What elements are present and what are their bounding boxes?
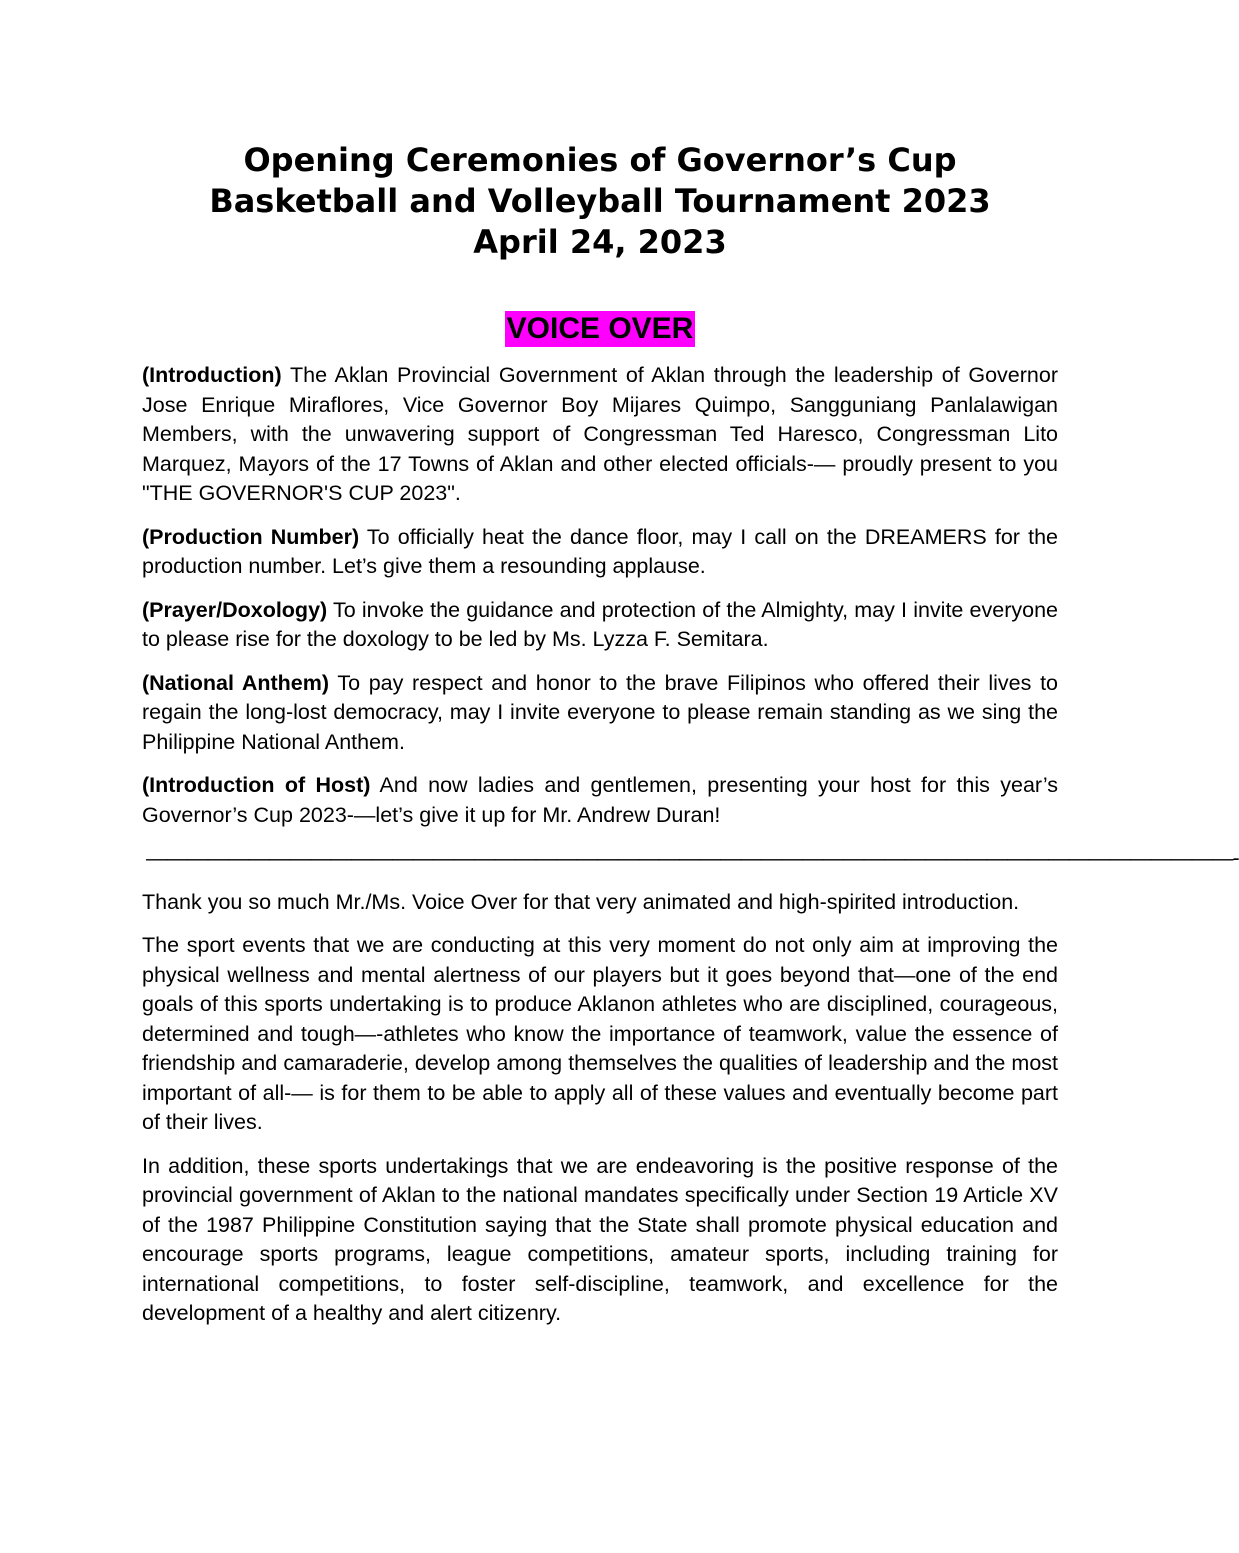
- cue-text: To pay respect and honor to the brave Filipinos who offered their lives to regain the long-lost democracy, may I invite everyone to please remain standing as we sing the Philippine National Anthem.: [142, 670, 1058, 754]
- cue-label: (Introduction): [142, 363, 282, 387]
- voice-over-production-number: [142, 523, 1058, 582]
- title-line-date: April 24, 2023: [473, 223, 727, 261]
- section-heading-container: [142, 311, 1058, 347]
- host-paragraph-mandates: In addition, these sports undertakings that we are endeavoring is the positive response of the provincial government of Aklan to the national mandates specifically under Section 19 Article XV of the 1987 Philippine Constitution saying that the State shall promote physical education and encourage sports programs, league competitions, amateur sports, including training for international competitions, to foster self-discipline, teamwork, and excellence for the development of a healthy and alert citizenry.: [142, 1153, 1058, 1325]
- cue-text: And now ladies and gentlemen, presenting your host for this year’s Governor’s Cup 2023-—let’s give it up for Mr. Andrew Duran!: [142, 773, 1058, 827]
- document-page: [142, 140, 1239, 1343]
- voice-over-introduction-of-host: [142, 771, 1058, 830]
- voice-over-introduction: [142, 361, 1058, 509]
- cue-label: (Production Number): [142, 524, 360, 549]
- cue-text: To officially heat the dance floor, may I call on the DREAMERS for the production number. Let’s give them a resounding applause.: [142, 524, 1058, 578]
- title-line-tournament: Basketball and Volleyball Tournament 2023: [209, 182, 991, 220]
- cue-text: The Aklan Provincial Government of Aklan through the leadership of Governor Jose Enrique Miraflores, Vice Governor Boy Mijares Quimpo, Sangguniang Panlalawigan Members, with the unwavering support of Congressman Ted Haresco, Congressman Lito Marquez, Mayors of the 17 Towns of Aklan and other elected officials-— proudly present to you "THE GOVERNOR'S CUP 2023".: [142, 363, 1058, 505]
- cue-label: (Introduction of Host): [142, 773, 371, 797]
- cue-label: (Prayer/Doxology): [142, 597, 328, 622]
- cue-label: (National Anthem): [142, 670, 330, 695]
- voice-over-national-anthem: [142, 669, 1058, 758]
- section-divider: —————————————————————————————————————————————————————-: [146, 846, 1239, 870]
- voice-over-heading: VOICE OVER: [506, 312, 694, 345]
- document-title: [142, 140, 1058, 263]
- cue-text: To invoke the guidance and protection of the Almighty, may I invite everyone to please rise for the doxology to be led by Ms. Lyzza F. Semitara.: [142, 597, 1058, 651]
- host-paragraph-thanks: Thank you so much Mr./Ms. Voice Over for that very animated and high-spirited introduction.: [142, 889, 1020, 914]
- host-paragraph-sport-events: The sport events that we are conducting at this very moment do not only aim at improving the physical wellness and mental alertness of our players but it goes beyond that—one of the end goals of this sports undertaking is to produce Aklanon athletes who are disciplined, courageous, determined and tough—-athletes who know the importance of teamwork, value the essence of friendship and camaraderie, develop among themselves the qualities of leadership and the most important of all-— is for them to be able to apply all of these values and eventually become part of their lives.: [142, 933, 1058, 1134]
- title-line-event: Opening Ceremonies of Governor’s Cup: [243, 141, 957, 179]
- voice-over-prayer-doxology: [142, 596, 1058, 655]
